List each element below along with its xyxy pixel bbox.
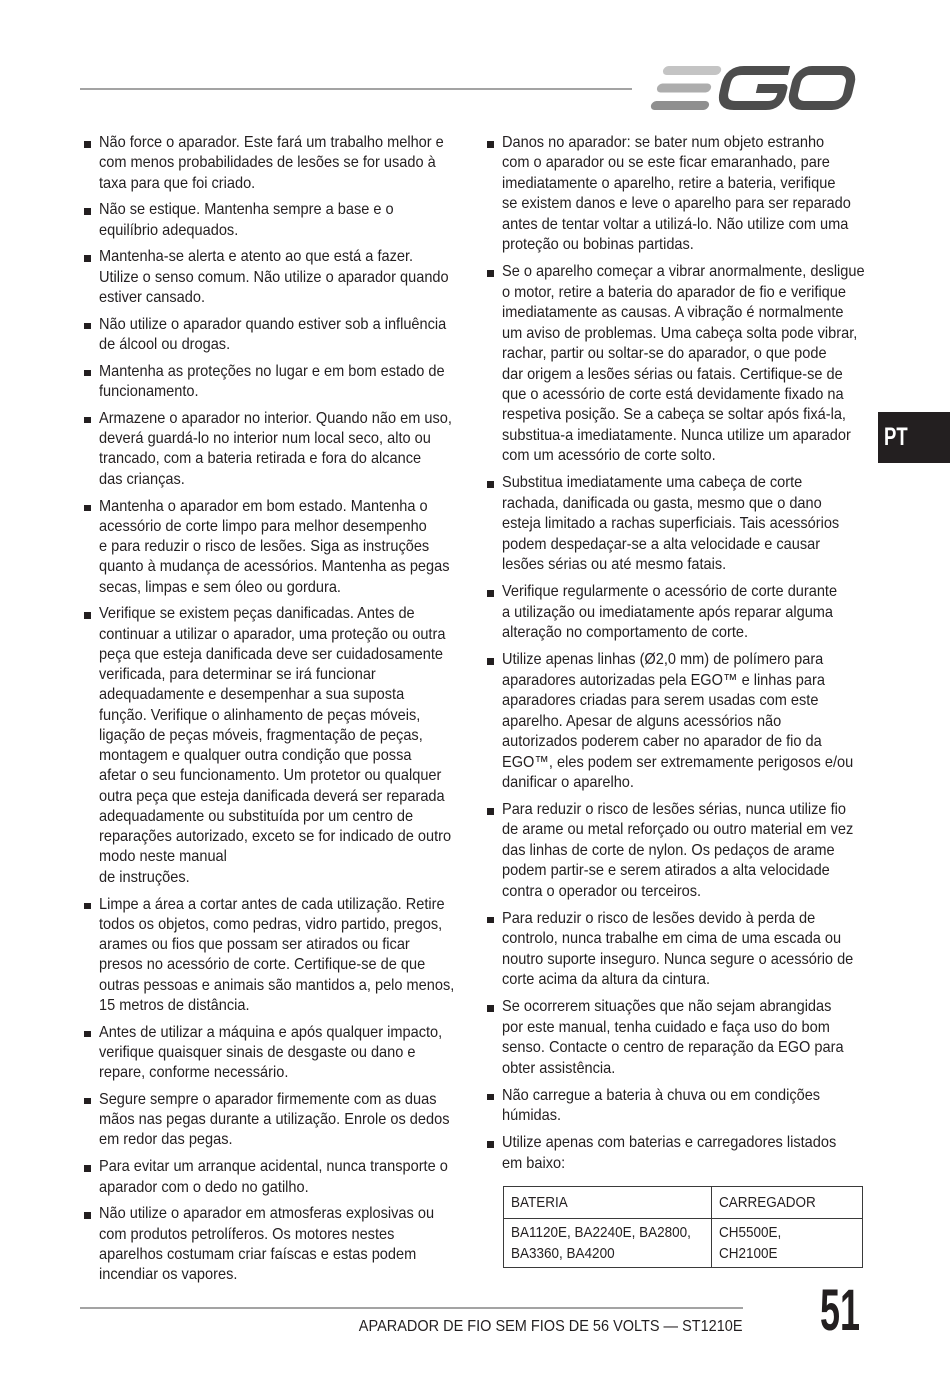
battery-charger-table	[503, 1186, 863, 1268]
bullet-icon	[84, 141, 91, 148]
list-item	[82, 362, 457, 403]
cell-chargers	[712, 1219, 863, 1268]
right-item-2-text: Se o aparelho começar a vibrar anormalmente, desligue o motor, retire a bateria do aparador de fio e verifique imediatamente as causas. A vibração é normalmente um aviso de problemas. Uma cabeça solta pode vibrar, rachar, partir ou soltar-se do aparador, o que pode dar origem a lesões sérias ou fatais. Certifique-se de que o acessório de corte está devidamente fixado na respetiva posição. Se a cabeça se soltar após fixá-la, substitua-a imediatamente. Nunca utilize um aparador com um acessório de corte solto.	[502, 263, 865, 465]
list-item	[485, 262, 865, 467]
list-item	[485, 1133, 865, 1174]
list-item	[82, 1157, 457, 1198]
left-item-3-text: Mantenha-se alerta e atento ao que está a fazer. Utilize o senso comum. Não utilize o aparador quando estiver cansado.	[99, 248, 449, 306]
right-item-6-text: Para reduzir o risco de lesões sérias, nunca utilize fio de arame ou metal reforçado ou outro material em vez das linhas de corte de nylon. Os pedaços de arame podem partir-se e serem atirados a alta velocidade contra o operador ou terceiros.	[502, 801, 854, 900]
left-item-5-text: Mantenha as proteções no lugar e em bom estado de funcionamento.	[99, 362, 445, 401]
list-item	[82, 497, 457, 598]
cell-batteries-value: BA1120E, BA2240E, BA2800, BA3360, BA4200	[511, 1224, 691, 1262]
bullet-icon	[84, 612, 91, 619]
left-item-2-text: Não se estique. Mantenha sempre a base e o equilíbrio adequados.	[99, 201, 394, 239]
header-charger-label: CARREGADOR	[719, 1194, 816, 1211]
left-item-11-text: Segure sempre o aparador firmemente com as duas mãos nas pegas durante a utilização. Enrole os dedos em redor das pegas.	[99, 1090, 450, 1149]
left-item-12-text: Para evitar um arranque acidental, nunca transporte o aparador com o dedo no gatilho.	[99, 1158, 448, 1196]
bullet-icon	[84, 1031, 91, 1038]
left-item-10-text: Antes de utilizar a máquina e após qualquer impacto, verifique quaisquer sinais de desgaste ou dano e repare, conforme necessário.	[99, 1023, 443, 1082]
footer-rule	[80, 1307, 743, 1309]
bullet-icon	[487, 590, 494, 597]
bullet-icon	[487, 141, 494, 148]
list-item	[485, 997, 865, 1079]
bullet-icon	[84, 323, 91, 330]
header-charger	[712, 1187, 863, 1219]
right-item-7-text: Para reduzir o risco de lesões devido à perda de controlo, nunca trabalhe em cima de uma escada ou noutro suporte inseguro. Nunca segure o acessório de corte acima da altura da cintura.	[502, 909, 854, 989]
right-item-10-text: Utilize apenas com baterias e carregadores listados em baixo:	[502, 1134, 837, 1172]
bullet-icon	[84, 903, 91, 910]
list-item	[82, 1090, 457, 1151]
bullet-icon	[487, 917, 494, 924]
table-header-row	[504, 1187, 863, 1219]
bullet-icon	[487, 481, 494, 488]
ego-logo	[648, 62, 862, 112]
bullet-icon	[84, 1098, 91, 1105]
left-item-1-text: Não force o aparador. Este fará um trabalho melhor e com menos probabilidades de lesões se for usado à taxa para que foi criado.	[99, 134, 444, 192]
list-item	[485, 650, 865, 793]
bullet-icon	[487, 1005, 494, 1012]
bullet-icon	[84, 505, 91, 512]
bullet-icon	[84, 1165, 91, 1172]
bullet-icon	[84, 417, 91, 424]
bullet-icon	[487, 270, 494, 277]
language-tab	[878, 412, 950, 463]
list-item	[485, 582, 865, 643]
footer-title: APARADOR DE FIO SEM FIOS DE 56 VOLTS — ST1210E	[359, 1318, 743, 1335]
list-item	[82, 133, 457, 194]
left-item-4-text: Não utilize o aparador quando estiver sob a influência de álcool ou drogas.	[99, 315, 447, 354]
left-column	[82, 133, 457, 1292]
list-item	[485, 473, 865, 575]
cell-batteries	[504, 1219, 712, 1268]
right-item-5-text: Utilize apenas linhas (Ø2,0 mm) de polímero para aparadores autorizadas pela EGO™ e linhas para aparadores criadas para serem usadas com este aparelho. Apesar de alguns acessórios não autorizados poderem caber no aparador de fio da EGO™, eles podem ser extremamente perigosos e/ou danificar o aparelho.	[502, 651, 854, 791]
bullet-icon	[487, 1141, 494, 1148]
bullet-icon	[84, 208, 91, 215]
list-item	[82, 895, 457, 1017]
left-item-7-text: Mantenha o aparador em bom estado. Mantenha o acessório de corte limpo para melhor desempenho e para reduzir o risco de lesões. Siga as instruções quanto à mudança de acessórios. Mantenha as pegas secas, limpas e sem óleo ou gordura.	[99, 497, 450, 596]
cell-chargers-value: CH5500E, CH2100E	[719, 1224, 782, 1262]
list-item	[485, 909, 865, 991]
right-column	[485, 133, 865, 1181]
left-item-9-text: Limpe a área a cortar antes de cada utilização. Retire todos os objetos, como pedras, vidro partido, pregos, arames ou fios que possam ser atirados ou ficar presos no acessório de corte. Certifique-se de que outras pessoas e animais são mantidos a, pelo menos, 15 metros de distância.	[99, 895, 455, 1014]
right-item-4-text: Verifique regularmente o acessório de corte durante a utilização ou imediatamente após reparar alguma alteração no comportamento de corte.	[502, 583, 838, 642]
bullet-icon	[84, 1212, 91, 1219]
list-item	[82, 200, 457, 241]
table-row	[504, 1219, 863, 1268]
list-item	[485, 133, 865, 256]
language-tab-label: PT	[884, 423, 908, 451]
header-battery	[504, 1187, 712, 1219]
list-item	[485, 800, 865, 902]
list-item	[82, 1204, 457, 1285]
right-item-1-text: Danos no aparador: se bater num objeto estranho com o aparador ou se este ficar emaranhado, pare imediatamente o aparelho, retire a bateria, verifique se existem danos e leve o aparelho para ser reparado antes de tentar voltar a utilizá-lo. Não utilize com uma proteção ou bobinas partidas.	[502, 134, 851, 254]
bullet-icon	[84, 370, 91, 377]
right-item-9-text: Não carregue a bateria à chuva ou em condições húmidas.	[502, 1086, 821, 1125]
list-item	[82, 1023, 457, 1084]
bullet-icon	[487, 808, 494, 815]
bullet-icon	[487, 658, 494, 665]
list-item	[82, 315, 457, 356]
list-item	[82, 247, 457, 308]
left-item-8-text: Verifique se existem peças danificadas. Antes de continuar a utilizar o aparador, uma proteção ou outra peça que esteja danificada deve ser cuidadosamente verificada, para determinar se irá funcionar adequadamente e desempenhar a sua suposta função. Verifique o alinhamento de peças móveis, ligação de peças móveis, fragmentação de peças, montagem e qualquer outra condição que possa afetar o seu funcionamento. Um protetor ou qualquer outra peça que esteja danificada deverá ser reparada adequadamente ou substituída por um centro de reparações autorizado, exceto se for indicado de outro modo neste manual de instruções.	[99, 605, 452, 886]
bullet-icon	[487, 1094, 494, 1101]
bullet-icon	[84, 255, 91, 262]
list-item	[82, 604, 457, 888]
left-item-6-text: Armazene o aparador no interior. Quando não em uso, deverá guardá-lo no interior num local seco, alto ou trancado, com a bateria retirada e fora do alcance das crianças.	[99, 409, 452, 488]
list-item	[82, 409, 457, 490]
header-battery-label: BATERIA	[511, 1194, 568, 1211]
right-item-8-text: Se ocorrerem situações que não sejam abrangidas por este manual, tenha cuidado e faça uso do bom senso. Contacte o centro de reparação da EGO para obter assistência.	[502, 998, 844, 1077]
left-item-13-text: Não utilize o aparador em atmosferas explosivas ou com produtos petrolíferos. Os motores nestes aparelhos costumam criar faíscas e estas podem incendiar os vapores.	[99, 1205, 435, 1284]
header-rule	[80, 88, 632, 90]
page-number: 51	[820, 1278, 860, 1343]
right-item-3-text: Substitua imediatamente uma cabeça de corte rachada, danificada ou gasta, mesmo que o dano esteja limitado a rachas superficiais. Tais acessórios podem despedaçar-se a alta velocidade e causar lesões sérias ou até mesmo fatais.	[502, 474, 840, 574]
list-item	[485, 1086, 865, 1127]
